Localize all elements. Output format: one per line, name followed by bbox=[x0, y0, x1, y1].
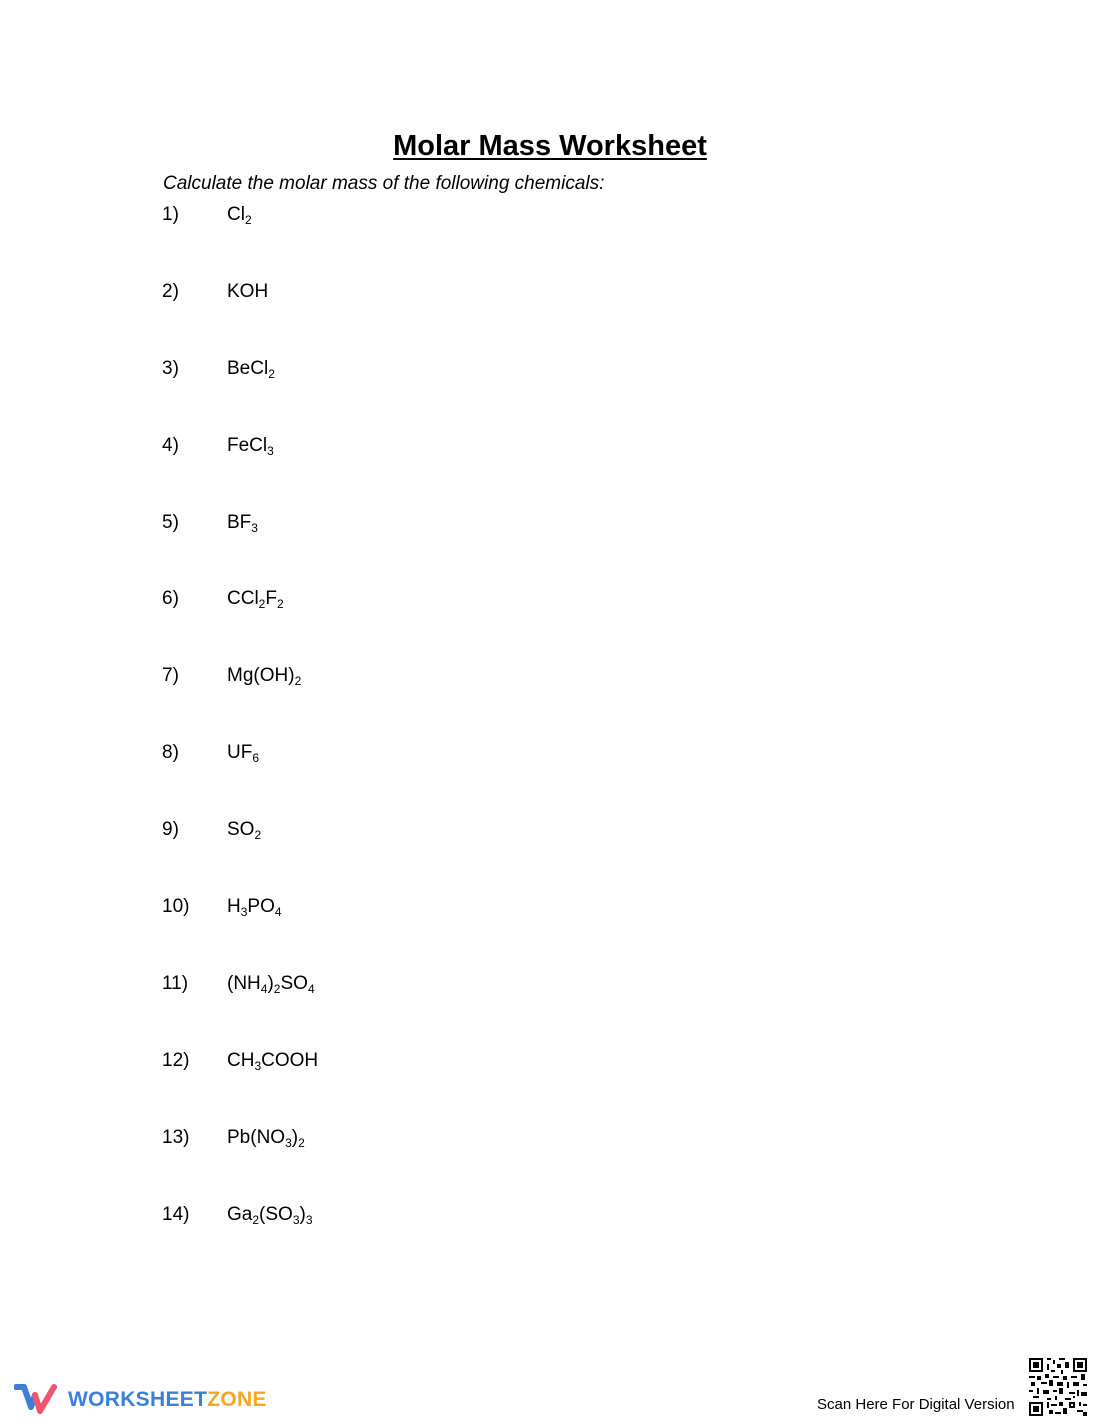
problem-number: 3) bbox=[162, 357, 179, 379]
formula-text: COOH bbox=[261, 1049, 319, 1071]
formula-text: Mg(OH) bbox=[227, 665, 295, 687]
formula-text: Pb(NO bbox=[227, 1126, 286, 1148]
formula-text: F bbox=[265, 588, 277, 610]
formula-text: BF bbox=[227, 511, 252, 533]
qr-code-icon bbox=[1029, 1358, 1087, 1416]
chemical-formula bbox=[227, 819, 261, 841]
formula-subscript: 3 bbox=[285, 1135, 292, 1150]
formula-subscript: 2 bbox=[252, 1212, 260, 1227]
formula-subscript: 3 bbox=[305, 1212, 313, 1227]
formula-text: H bbox=[227, 896, 241, 918]
formula-subscript: 4 bbox=[260, 981, 268, 996]
instructions-text: Calculate the molar mass of the following chemicals: bbox=[163, 173, 605, 194]
problem-number: 7) bbox=[162, 665, 179, 687]
brand-name-part2: ZONE bbox=[207, 1388, 267, 1411]
formula-text: CCl bbox=[227, 588, 259, 610]
formula-subscript: 4 bbox=[307, 981, 315, 996]
chemical-formula bbox=[227, 588, 284, 610]
chemical-formula bbox=[227, 512, 258, 534]
formula-text: SO bbox=[280, 972, 308, 994]
formula-text: UF bbox=[227, 742, 253, 764]
formula-text: Cl bbox=[227, 204, 245, 225]
brand-name bbox=[68, 1388, 267, 1412]
chemical-formula bbox=[227, 973, 315, 995]
formula-subscript: 3 bbox=[251, 520, 258, 535]
formula-text: (NH bbox=[227, 972, 261, 994]
formula-text: BeCl bbox=[227, 357, 269, 379]
chemical-formula bbox=[227, 896, 282, 918]
chemical-formula bbox=[227, 435, 274, 457]
problem-number: 4) bbox=[162, 434, 179, 456]
formula-text: KOH bbox=[227, 280, 269, 302]
formula-text: (SO bbox=[259, 1203, 293, 1225]
problem-number: 6) bbox=[162, 588, 179, 610]
formula-subscript: 3 bbox=[240, 905, 248, 920]
problem-number: 10) bbox=[162, 896, 190, 918]
formula-subscript: 4 bbox=[274, 905, 282, 920]
formula-subscript: 2 bbox=[268, 366, 275, 381]
formula-text: PO bbox=[247, 896, 275, 918]
w-logo-icon bbox=[14, 1383, 60, 1417]
chemical-formula bbox=[227, 665, 301, 687]
chemical-formula bbox=[227, 204, 252, 226]
formula-subscript: 2 bbox=[294, 674, 302, 689]
brand-name-part1: WORKSHEET bbox=[68, 1388, 208, 1411]
problem-number: 13) bbox=[162, 1126, 190, 1148]
formula-text: CH bbox=[227, 1049, 255, 1071]
problem-number: 1) bbox=[162, 204, 179, 225]
formula-subscript: 2 bbox=[244, 213, 252, 227]
formula-text: Ga bbox=[227, 1203, 253, 1225]
formula-text: SO bbox=[227, 819, 255, 841]
formula-text: FeCl bbox=[227, 434, 268, 456]
formula-subscript: 2 bbox=[276, 597, 284, 612]
formula-subscript: 3 bbox=[254, 1058, 262, 1073]
formula-subscript: 2 bbox=[254, 828, 262, 843]
chemical-formula bbox=[227, 1204, 313, 1226]
formula-text: ) bbox=[299, 1203, 306, 1225]
formula-subscript: 2 bbox=[258, 597, 266, 612]
problem-number: 9) bbox=[162, 819, 179, 841]
formula-subscript: 2 bbox=[273, 981, 281, 996]
chemical-formula bbox=[227, 358, 275, 380]
formula-text: ) bbox=[291, 1126, 299, 1148]
problem-number: 11) bbox=[162, 972, 189, 994]
problem-number: 5) bbox=[162, 511, 179, 533]
chemical-formula bbox=[227, 1050, 318, 1072]
chemical-formula bbox=[227, 1127, 305, 1149]
formula-subscript: 3 bbox=[267, 443, 274, 458]
scan-here-text: Scan Here For Digital Version bbox=[817, 1396, 1015, 1413]
brand-logo bbox=[14, 1383, 267, 1417]
worksheet-title: Molar Mass Worksheet bbox=[393, 130, 707, 162]
problem-number: 8) bbox=[162, 742, 179, 764]
chemical-formula bbox=[227, 281, 268, 303]
problem-number: 12) bbox=[162, 1049, 190, 1071]
chemical-formula bbox=[227, 742, 259, 764]
formula-text: ) bbox=[267, 972, 274, 994]
problem-number: 14) bbox=[162, 1203, 190, 1225]
formula-subscript: 2 bbox=[298, 1135, 305, 1150]
formula-subscript: 6 bbox=[252, 751, 260, 766]
problem-number: 2) bbox=[162, 280, 179, 302]
formula-subscript: 3 bbox=[292, 1212, 300, 1227]
